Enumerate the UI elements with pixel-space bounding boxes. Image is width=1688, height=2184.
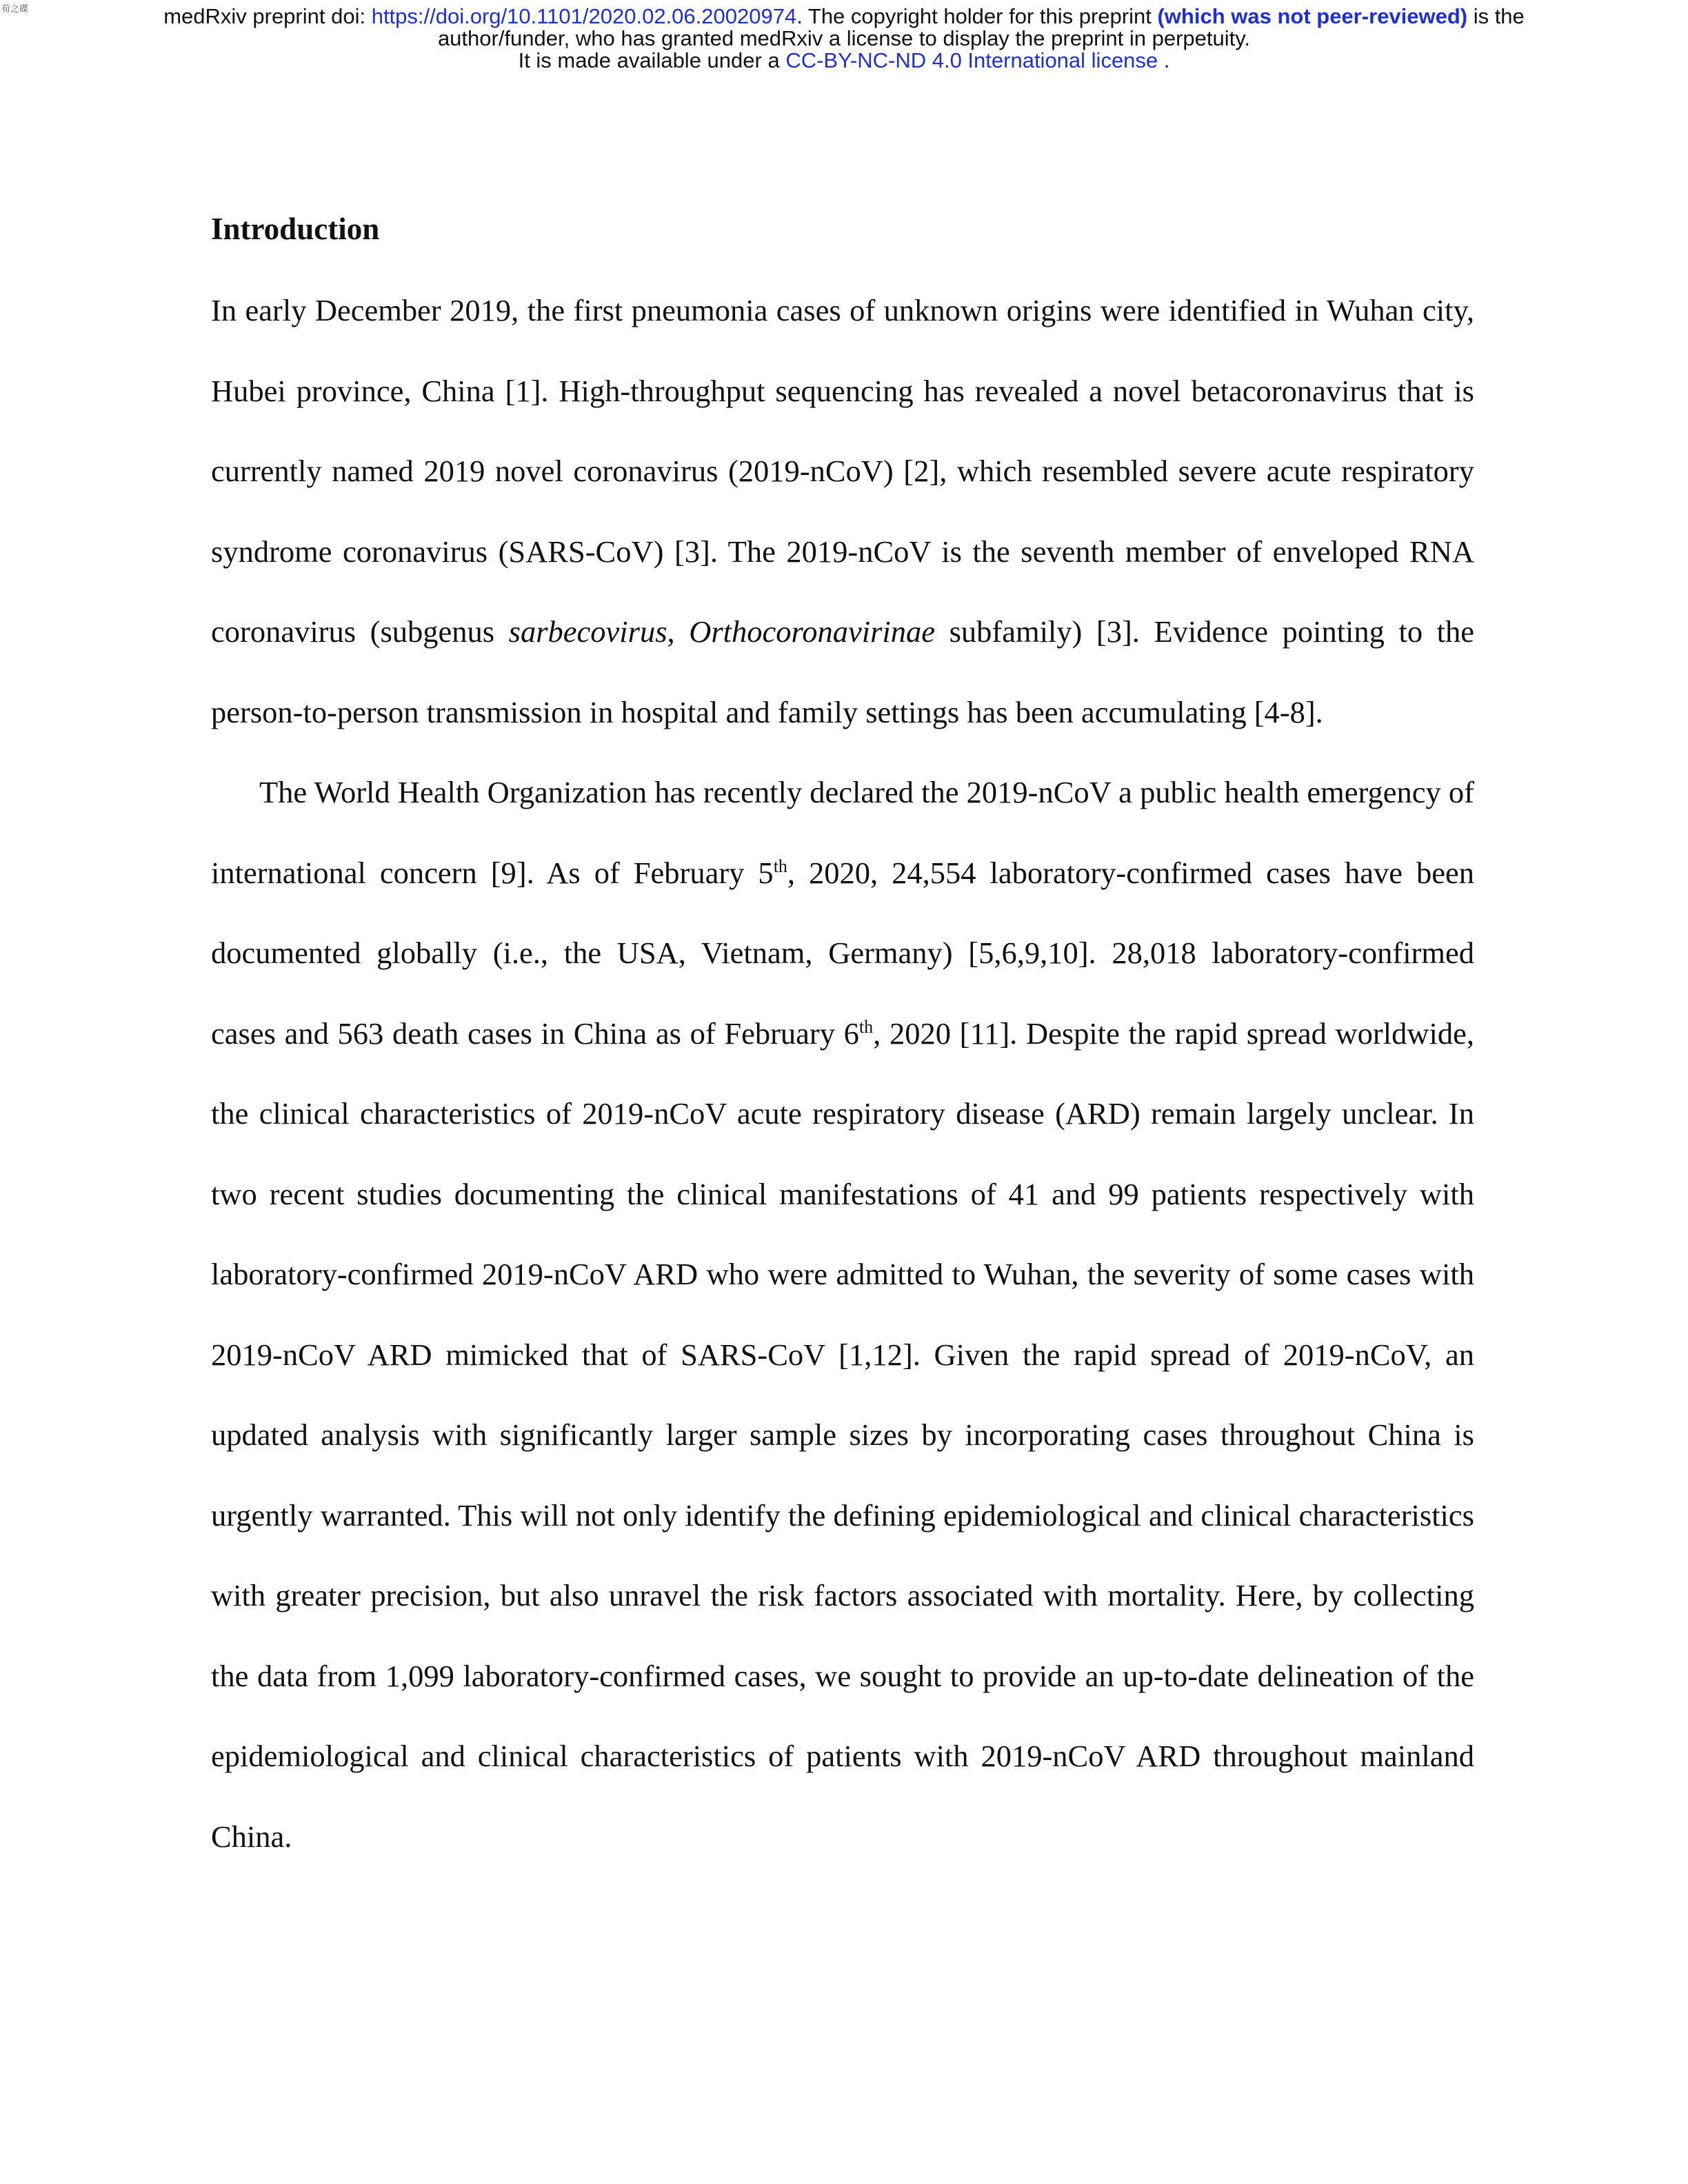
header-line-1 (0, 6, 1688, 28)
doi-link[interactable]: https://doi.org/10.1101/2020.02.06.20020974 (371, 4, 797, 28)
paragraph-2-text-c: , 2020 [11]. Despite the rapid spread worldwide, the clinical characteristics of 2019-nCoV acute respiratory disease (ARD) remain largely unclear. In two recent studies documenting the clinical manifestations of 41 and 99 patients respectively with laboratory-confirmed 2019-nCoV ARD who were admitted to Wuhan, the severity of some cases with 2019-nCoV ARD mimicked that of SARS-CoV [1,12]. Given the rapid spread of 2019-nCoV, an updated analysis with significantly larger sample sizes by incorporating cases throughout China is urgently warranted. This will not only identify the defining epidemiological and clinical characteristics with greater precision, but also unravel the risk factors associated with mortality. Here, by collecting the data from 1,099 laboratory-confirmed cases, we sought to provide an up-to-date delineation of the epidemiological and clinical characteristics of patients with 2019-nCoV ARD throughout mainland China. (211, 1015, 1474, 1854)
header-line-3 (0, 50, 1688, 72)
paragraph-2-superscript-2: th (858, 1016, 874, 1037)
peer-review-note: (which was not peer-reviewed) (1157, 4, 1468, 28)
paragraph-1 (211, 270, 1474, 752)
header-suffix: is the (1467, 4, 1525, 28)
paragraph-1-text-c: subfamily) [3]. Evidence pointing to the person-to-person transmission in hospital and family settings has been accumulating [4-8]. (211, 614, 1475, 729)
paragraph-2-text-b: , 2020, 24,554 laboratory-confirmed cases have been documented globally (i.e., the USA, Vietnam, Germany) [5,6,9,10]. 28,018 laboratory-confirmed cases and 563 death cases in China as of February 6 (211, 855, 1474, 1051)
header-line-2: author/funder, who has granted medRxiv a license to display the preprint in perpetuity. (437, 26, 1251, 50)
paragraph-1-italic-subgenus: sarbecovirus (508, 614, 667, 649)
preprint-header (0, 6, 1688, 72)
paragraph-1-text-a: In early December 2019, the first pneumonia cases of unknown origins were identified in Wuhan city, Hubei province, China [1]. High-throughput sequencing has revealed a novel betacoronavirus that is currently named 2019 novel coronavirus (2019-nCoV) [2], which resembled severe acute respiratory syndrome coronavirus (SARS-CoV) [3]. The 2019-nCoV is the seventh member of enveloped RNA coronavirus (subgenus (211, 293, 1474, 649)
paragraph-1-italic-subfamily: Orthocoronavirinae (689, 614, 936, 649)
license-suffix: . (1158, 48, 1170, 72)
header-copyright-text: . The copyright holder for this preprint (796, 4, 1158, 28)
paragraph-1-text-b: , (667, 614, 690, 649)
header-prefix: medRxiv preprint doi: (163, 4, 372, 28)
corner-mark: 荀之碟 (1, 4, 29, 14)
paragraph-2-text-a: The World Health Organization has recently declared the 2019-nCoV a public health emergency of international concern [9]. As of February 5 (211, 775, 1474, 890)
paragraph-2 (211, 752, 1474, 1877)
license-prefix: It is made available under a (518, 48, 786, 72)
main-content (211, 204, 1474, 1877)
license-link[interactable]: CC-BY-NC-ND 4.0 International license (785, 48, 1158, 72)
section-heading: Introduction (211, 212, 380, 246)
paragraph-2-superscript-1: th (773, 856, 787, 876)
